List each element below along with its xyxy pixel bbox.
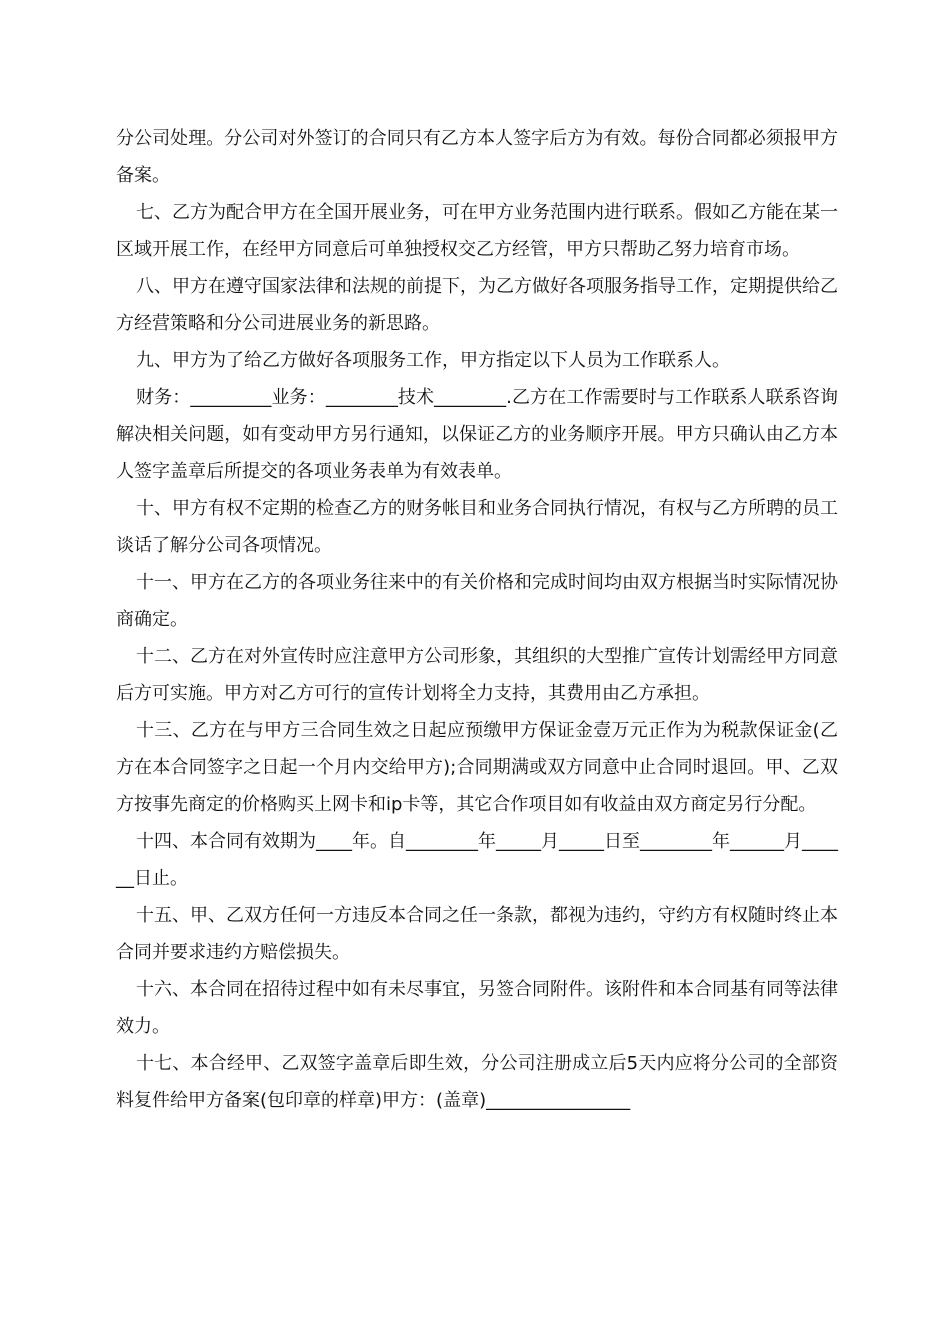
paragraph: 十一、甲方在乙方的各项业务往来中的有关价格和完成时间均由双方根据当时实际情况协商确定。 bbox=[116, 572, 838, 630]
paragraph: 七、乙方为配合甲方在全国开展业务，可在甲方业务范围内进行联系。假如乙方能在某一区域开展工作，在经甲方同意后可单独授权交乙方经管，甲方只帮助乙努力培育市场。 bbox=[116, 202, 838, 260]
paragraph: 财务：_________业务：________技术________.乙方在工作需要时与工作联系人联系咨询解决相关问题，如有变动甲方另行通知，以保证乙方的业务顺序开展。甲方只确认由乙方本人签字盖章后所提交的各项业务表单为有效表单。 bbox=[116, 387, 838, 482]
document-body bbox=[116, 120, 838, 1119]
paragraph: 十、甲方有权不定期的检查乙方的财务帐目和业务合同执行情况，有权与乙方所聘的员工谈话了解分公司各项情况。 bbox=[116, 498, 838, 556]
paragraph: 十六、本合同在招待过程中如有未尽事宜，另签合同附件。该附件和本合同基有同等法律效力。 bbox=[116, 979, 838, 1037]
paragraph: 十五、甲、乙双方任何一方违反本合同之任一条款，都视为违约，守约方有权随时终止本合同并要求违约方赔偿损失。 bbox=[116, 905, 838, 963]
paragraph: 八、甲方在遵守国家法律和法规的前提下，为乙方做好各项服务指导工作，定期提供给乙方经营策略和分公司进展业务的新思路。 bbox=[116, 276, 838, 334]
paragraph: 十七、本合经甲、乙双签字盖章后即生效，分公司注册成立后5天内应将分公司的全部资料复件给甲方备案(包印章的样章)甲方：(盖章)________________ bbox=[116, 1053, 838, 1111]
paragraph: 十三、乙方在与甲方三合同生效之日起应预缴甲方保证金壹万元正作为为税款保证金(乙方在本合同签字之日起一个月内交给甲方);合同期满或双方同意中止合同时退回。甲、乙双方按事先商定的价格购买上网卡和ip卡等，其它合作项目如有收益由双方商定另行分配。 bbox=[116, 720, 838, 815]
paragraph: 十四、本合同有效期为____年。自________年_____月_____日至________年______月______日止。 bbox=[116, 831, 838, 889]
paragraph: 九、甲方为了给乙方做好各项服务工作，甲方指定以下人员为工作联系人。 bbox=[136, 350, 730, 371]
paragraph: 十二、乙方在对外宣传时应注意甲方公司形象，其组织的大型推广宣传计划需经甲方同意后方可实施。甲方对乙方可行的宣传计划将全力支持，其费用由乙方承担。 bbox=[116, 646, 838, 704]
paragraph: 分公司处理。分公司对外签订的合同只有乙方本人签字后方为有效。每份合同都必须报甲方备案。 bbox=[116, 128, 838, 186]
